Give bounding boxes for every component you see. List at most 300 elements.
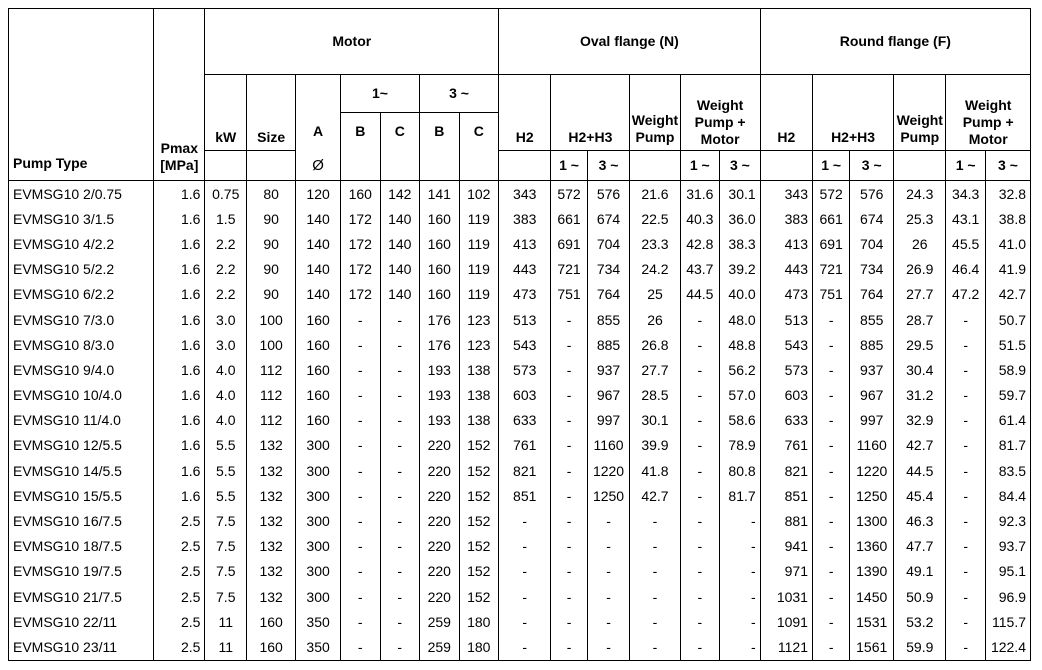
round-h2h3-1ph-cell: - [812,508,849,533]
oval-weight-pm-3ph-cell: - [720,559,761,584]
size-cell: 90 [247,206,296,231]
size-cell: 90 [247,282,296,307]
round-weight-pm-1ph-cell: - [946,559,986,584]
round-h2-cell: 573 [784,361,808,378]
oval-weight-pm-1ph-cell: - [680,332,720,357]
round-h2-cell: 343 [784,185,808,202]
oval-weight-pump-cell: 42.7 [630,483,680,508]
oval-h2h3-1ph-cell: - [551,584,587,609]
oval-h2h3-3ph-cell: 1160 [587,433,630,458]
c-1ph-cell: - [380,307,420,332]
oval-h2-cell: 603 [513,387,537,404]
oval-weight-pm-3ph-cell: 48.8 [720,332,761,357]
pmax-cell: 1.6 [154,181,205,207]
table-row [9,609,1031,634]
a-cell: 160 [296,357,341,382]
pmax-header [154,9,205,181]
oval-h2-cell: - [522,613,528,630]
oval-weight-pm-1ph-cell: - [680,383,720,408]
b-1ph-cell: - [341,609,381,634]
round-weight-pm-1ph-cell: - [946,483,986,508]
pump-type-cell: EVMSG10 5/2.2 [9,257,154,282]
oval-weight-pm-1ph-cell: - [680,534,720,559]
a-cell: 160 [296,307,341,332]
pump-type-cell: EVMSG10 14/5.5 [9,458,154,483]
size-cell: 112 [247,408,296,433]
c-1ph-cell: - [380,357,420,382]
round-weight-pm-3ph-cell: 38.8 [985,206,1030,231]
round-weight-pm-1ph-cell: 43.1 [946,206,986,231]
oval-weight-pm-3ph-cell: 36.0 [720,206,761,231]
oval-h2h3-3ph-cell: 764 [587,282,630,307]
oval-weight-3ph: 3 ~ [720,151,761,181]
a-cell: 140 [296,231,341,256]
round-weight-pm-1ph-cell: - [946,408,986,433]
c-3ph-cell: 152 [459,559,499,584]
round-weight-pm-3ph-cell: 58.9 [985,357,1030,382]
oval-h2h3-1ph-cell: - [551,458,587,483]
oval-h2h3-1ph-cell: 751 [551,282,587,307]
pmax-cell: 1.6 [154,307,205,332]
oval-h2h3-1ph-cell: - [551,332,587,357]
round-weight-pm-1ph-cell: - [946,458,986,483]
round-weight-pm-3ph-cell: 41.9 [985,257,1030,282]
oval-weight-pm-3ph-cell: - [720,508,761,533]
spec-table-body [9,181,1031,661]
round-weight-pump-cell: 50.9 [894,584,946,609]
kw-cell: 11 [205,634,247,660]
pump-type-cell: EVMSG10 10/4.0 [9,383,154,408]
a-cell: 140 [296,206,341,231]
c-1ph-cell: - [380,559,420,584]
c-1ph-cell: - [380,508,420,533]
kw-cell: 4.0 [205,383,247,408]
a-cell: 140 [296,257,341,282]
oval-h2h3-3ph: 3 ~ [587,151,630,181]
pump-type-cell: EVMSG10 22/11 [9,609,154,634]
pmax-cell: 1.6 [154,282,205,307]
b-1ph-cell: - [341,559,381,584]
pump-type-cell: EVMSG10 15/5.5 [9,483,154,508]
size-cell: 90 [247,257,296,282]
table-row [9,307,1031,332]
oval-h2-cell: 383 [513,210,537,227]
round-weight-pump-cell: 47.7 [894,534,946,559]
b-1ph-cell: - [341,383,381,408]
oval-h2h3-1ph-cell: - [551,634,587,660]
oval-weight-pm-1ph-cell: - [680,584,720,609]
round-weight-pump-cell: 45.4 [894,483,946,508]
b-3ph-cell: 259 [420,609,460,634]
kw-cell: 3.0 [205,307,247,332]
round-weight-pm-3ph-cell: 93.7 [985,534,1030,559]
round-h2h3-3ph-cell: 1250 [850,483,894,508]
oval-h2h3-1ph-cell: - [551,307,587,332]
round-weight-pm-1ph-cell: - [946,383,986,408]
round-h2h3-3ph-cell: 967 [850,383,894,408]
oval-h2h3-1ph-cell: - [551,609,587,634]
round-h2h3-1ph-cell: - [812,332,849,357]
oval-weight-1ph: 1 ~ [680,151,720,181]
oval-h2h3-3ph-cell: - [587,584,630,609]
c-3ph-cell: 152 [459,534,499,559]
round-h2h3-3ph-cell: 1531 [850,609,894,634]
a-cell: 300 [296,534,341,559]
round-h2h3-1ph-cell: - [812,307,849,332]
size-cell: 132 [247,508,296,533]
a-cell: 350 [296,634,341,660]
single-phase-header: 1~ [341,75,420,113]
oval-weight-pump-cell: 21.6 [630,181,680,207]
oval-weight-pm-1ph-cell: - [680,634,720,660]
oval-h2h3-1ph-cell: - [551,508,587,533]
b-3ph-cell: 160 [420,231,460,256]
table-row [9,282,1031,307]
size-cell: 132 [247,483,296,508]
oval-weight-pump-cell: 41.8 [630,458,680,483]
table-row [9,181,1031,207]
oval-weight-pm-1ph-cell: 44.5 [680,282,720,307]
round-weight-pump-cell: 27.7 [894,282,946,307]
oval-weight-pm-1ph-cell: - [680,433,720,458]
oval-weight-pm-3ph-cell: 56.2 [720,357,761,382]
oval-weight-pump-cell: 39.9 [630,433,680,458]
round-h2h3-1ph-cell: - [812,609,849,634]
round-h2-cell: 603 [784,387,808,404]
c-3ph-cell: 138 [459,408,499,433]
oval-weight-pm-1ph-cell: - [680,483,720,508]
round-h2h3-3ph-cell: 576 [850,181,894,207]
oval-weight-pm-1ph-cell: - [680,508,720,533]
oval-h2-cell: 633 [513,412,537,429]
c-3ph-cell: 152 [459,458,499,483]
oval-weight-pm-3ph-cell: 81.7 [720,483,761,508]
oval-weight-pump-cell: - [630,559,680,584]
b-3ph-cell: 160 [420,282,460,307]
oval-h2h3-3ph-cell: - [587,559,630,584]
round-weight-pm-3ph-cell: 32.8 [985,181,1030,207]
round-h2-cell: 881 [784,513,808,530]
oval-weight-pump-cell: 26 [630,307,680,332]
a-cell: 300 [296,559,341,584]
oval-h2h3-1ph-cell: - [551,357,587,382]
oval-weight-pump-cell: 24.2 [630,257,680,282]
kw-cell: 4.0 [205,408,247,433]
oval-h2h3-3ph-cell: 885 [587,332,630,357]
oval-weight-pm-1ph-cell: - [680,408,720,433]
b-3ph-cell: 220 [420,433,460,458]
c-3ph-cell: 123 [459,332,499,357]
oval-h2h3-1ph: 1 ~ [551,151,587,181]
round-weight-pump-motor-header: Weight Pump + Motor [946,75,1031,151]
oval-weight-pump-motor-header: Weight Pump + Motor [680,75,760,151]
round-weight-1ph: 1 ~ [946,151,986,181]
single-phase-c-header: C [380,113,420,151]
pmax-cell: 1.6 [154,357,205,382]
b-3ph-cell: 160 [420,206,460,231]
a-cell: 300 [296,433,341,458]
kw-cell: 5.5 [205,483,247,508]
round-h2h3-3ph-cell: 997 [850,408,894,433]
round-h2h3-3ph-cell: 1390 [850,559,894,584]
round-h2-cell: 821 [784,462,808,479]
pmax-cell: 1.6 [154,383,205,408]
pump-type-cell: EVMSG10 9/4.0 [9,357,154,382]
round-h2h3-1ph-cell: - [812,534,849,559]
b-1ph-cell: - [341,584,381,609]
round-weight-pump-cell: 42.7 [894,433,946,458]
round-weight-pm-3ph-cell: 122.4 [985,634,1030,660]
round-weight-pm-1ph-cell: 45.5 [946,231,986,256]
round-h2h3-3ph-cell: 937 [850,357,894,382]
kw-cell: 7.5 [205,508,247,533]
c-1ph-cell: - [380,483,420,508]
oval-h2h3-1ph-cell: 721 [551,257,587,282]
pmax-cell: 2.5 [154,559,205,584]
round-h2h3-1ph-cell: 572 [812,181,849,207]
pump-type-cell: EVMSG10 6/2.2 [9,282,154,307]
pump-type-cell: EVMSG10 16/7.5 [9,508,154,533]
round-h2h3-header: H2+H3 [812,75,893,151]
oval-weight-pm-3ph-cell: 48.0 [720,307,761,332]
pmax-unit: [MPa] [160,157,199,173]
b-3ph-cell: 220 [420,458,460,483]
round-h2h3-1ph-cell: - [812,383,849,408]
c-3ph-cell: 180 [459,634,499,660]
oval-h2h3-3ph-cell: 937 [587,357,630,382]
c-3ph-cell: 152 [459,584,499,609]
round-h2h3-3ph-cell: 1220 [850,458,894,483]
round-weight-pump-cell: 53.2 [894,609,946,634]
b-1ph-cell: - [341,408,381,433]
kw-cell: 2.2 [205,282,247,307]
oval-weight-pump-cell: - [630,609,680,634]
oval-h2-cell: 413 [513,235,537,252]
oval-h2-header: H2 [499,75,551,151]
oval-weight-pm-1ph-cell: - [680,307,720,332]
round-h2h3-3ph-cell: 704 [850,231,894,256]
round-weight-pump-cell: 26 [894,231,946,256]
round-weight-pm-3ph-cell: 59.7 [985,383,1030,408]
b-3ph-cell: 141 [420,181,460,207]
round-weight-pump-cell: 26.9 [894,257,946,282]
size-cell: 100 [247,307,296,332]
oval-h2h3-3ph-cell: - [587,508,630,533]
round-h2h3-3ph-cell: 764 [850,282,894,307]
c-3ph-cell: 102 [459,181,499,207]
c-3ph-cell: 152 [459,433,499,458]
c-1ph-cell: 140 [380,231,420,256]
b-1ph-cell: 172 [341,257,381,282]
table-row [9,332,1031,357]
oval-weight-pm-1ph-cell: 31.6 [680,181,720,207]
round-h2h3-1ph-cell: 751 [812,282,849,307]
round-h2h3-1ph: 1 ~ [812,151,849,181]
round-h2-cell: 473 [784,286,808,303]
c-3ph-cell: 119 [459,206,499,231]
size-cell: 132 [247,458,296,483]
diameter-symbol: Ø [296,151,341,181]
oval-weight-pm-1ph-cell: 43.7 [680,257,720,282]
round-weight-pump-cell: 59.9 [894,634,946,660]
round-weight-pm-3ph-cell: 41.0 [985,231,1030,256]
round-h2h3-1ph-cell: - [812,559,849,584]
pmax-cell: 2.5 [154,609,205,634]
size-cell: 132 [247,584,296,609]
kw-cell: 1.5 [205,206,247,231]
pmax-label: Pmax [160,140,198,156]
table-row [9,383,1031,408]
kw-cell: 7.5 [205,559,247,584]
pump-type-cell: EVMSG10 7/3.0 [9,307,154,332]
size-cell: 100 [247,332,296,357]
round-weight-pm-1ph-cell: 47.2 [946,282,986,307]
c-3ph-cell: 138 [459,357,499,382]
c-1ph-cell: 142 [380,181,420,207]
oval-h2-cell: 473 [513,286,537,303]
c-1ph-cell: - [380,609,420,634]
round-weight-pm-1ph-cell: 34.3 [946,181,986,207]
round-weight-pm-1ph-cell: - [946,357,986,382]
round-h2h3-1ph-cell: - [812,483,849,508]
pump-type-cell: EVMSG10 18/7.5 [9,534,154,559]
c-3ph-cell: 152 [459,508,499,533]
b-1ph-cell: - [341,332,381,357]
b-3ph-cell: 193 [420,408,460,433]
round-h2-cell: 941 [784,538,808,555]
round-h2-cell: 633 [784,412,808,429]
pmax-cell: 2.5 [154,508,205,533]
oval-weight-pump-cell: - [630,584,680,609]
oval-h2h3-3ph-cell: 704 [587,231,630,256]
b-1ph-cell: - [341,534,381,559]
round-h2h3-3ph-cell: 1300 [850,508,894,533]
a-header: A [296,113,341,151]
three-phase-header: 3 ~ [420,75,499,113]
b-1ph-cell: - [341,634,381,660]
table-row [9,231,1031,256]
oval-h2h3-header: H2+H3 [551,75,630,151]
oval-weight-pm-3ph-cell: 57.0 [720,383,761,408]
oval-h2h3-1ph-cell: - [551,408,587,433]
oval-weight-pm-3ph-cell: 38.3 [720,231,761,256]
oval-weight-pm-3ph-cell: 78.9 [720,433,761,458]
round-flange-header: Round flange (F) [760,9,1030,75]
round-h2-cell: 851 [784,487,808,504]
oval-h2-cell: - [522,538,528,555]
size-cell: 80 [247,181,296,207]
round-h2h3-1ph-cell: - [812,433,849,458]
kw-cell: 7.5 [205,584,247,609]
a-cell: 350 [296,609,341,634]
round-h2-cell: 1091 [776,613,808,630]
oval-weight-pm-1ph-cell: - [680,357,720,382]
size-cell: 132 [247,534,296,559]
c-1ph-cell: - [380,383,420,408]
oval-flange-header: Oval flange (N) [499,9,761,75]
b-3ph-cell: 176 [420,307,460,332]
a-cell: 160 [296,332,341,357]
round-h2-cell: 513 [784,311,808,328]
round-weight-pm-1ph-cell: 46.4 [946,257,986,282]
c-1ph-cell: 140 [380,257,420,282]
round-h2h3-1ph-cell: 721 [812,257,849,282]
c-1ph-cell: - [380,584,420,609]
oval-h2-cell: - [522,513,528,530]
c-1ph-cell: 140 [380,206,420,231]
round-h2-cell: 543 [784,336,808,353]
pmax-cell: 1.6 [154,257,205,282]
oval-weight-pm-1ph-cell: - [680,458,720,483]
oval-h2h3-1ph-cell: - [551,383,587,408]
round-weight-pm-3ph-cell: 51.5 [985,332,1030,357]
oval-h2h3-3ph-cell: 997 [587,408,630,433]
oval-h2h3-1ph-cell: - [551,433,587,458]
size-cell: 160 [247,609,296,634]
kw-cell: 7.5 [205,534,247,559]
size-cell: 112 [247,357,296,382]
oval-weight-pm-1ph-cell: 40.3 [680,206,720,231]
oval-weight-pump-cell: 28.5 [630,383,680,408]
oval-weight-pm-1ph-cell: 42.8 [680,231,720,256]
b-3ph-cell: 220 [420,559,460,584]
round-weight-pump-cell: 31.2 [894,383,946,408]
oval-weight-pm-3ph-cell: - [720,609,761,634]
a-cell: 300 [296,508,341,533]
round-h2h3-3ph: 3 ~ [850,151,894,181]
oval-h2-cell: 513 [513,311,537,328]
pump-type-cell: EVMSG10 8/3.0 [9,332,154,357]
c-3ph-cell: 138 [459,383,499,408]
round-h2h3-3ph-cell: 1160 [850,433,894,458]
b-3ph-cell: 220 [420,584,460,609]
b-3ph-cell: 220 [420,483,460,508]
b-1ph-cell: - [341,483,381,508]
kw-cell: 4.0 [205,357,247,382]
b-3ph-cell: 193 [420,357,460,382]
a-cell: 120 [296,181,341,207]
oval-h2h3-3ph-cell: 674 [587,206,630,231]
oval-weight-pm-3ph-cell: 80.8 [720,458,761,483]
oval-weight-pump-cell: - [630,634,680,660]
oval-weight-pm-3ph-cell: - [720,634,761,660]
pmax-cell: 1.6 [154,408,205,433]
single-phase-b-header: B [341,113,381,151]
c-1ph-cell: - [380,332,420,357]
c-3ph-cell: 180 [459,609,499,634]
c-1ph-cell: - [380,634,420,660]
round-weight-pm-1ph-cell: - [946,584,986,609]
pump-type-cell: EVMSG10 4/2.2 [9,231,154,256]
oval-h2-cell: 543 [513,336,537,353]
kw-cell: 11 [205,609,247,634]
b-1ph-cell: 172 [341,282,381,307]
b-1ph-cell: 172 [341,231,381,256]
oval-weight-pump-cell: - [630,534,680,559]
pump-type-cell: EVMSG10 19/7.5 [9,559,154,584]
oval-weight-pump-cell: 26.8 [630,332,680,357]
oval-h2h3-3ph-cell: 855 [587,307,630,332]
c-3ph-cell: 119 [459,282,499,307]
oval-h2-cell: 443 [513,261,537,278]
oval-h2h3-3ph-cell: 734 [587,257,630,282]
round-weight-3ph: 3 ~ [985,151,1030,181]
round-weight-pm-3ph-cell: 84.4 [985,483,1030,508]
a-cell: 140 [296,282,341,307]
table-row [9,534,1031,559]
round-weight-pump-cell: 24.3 [894,181,946,207]
round-weight-pump-cell: 25.3 [894,206,946,231]
